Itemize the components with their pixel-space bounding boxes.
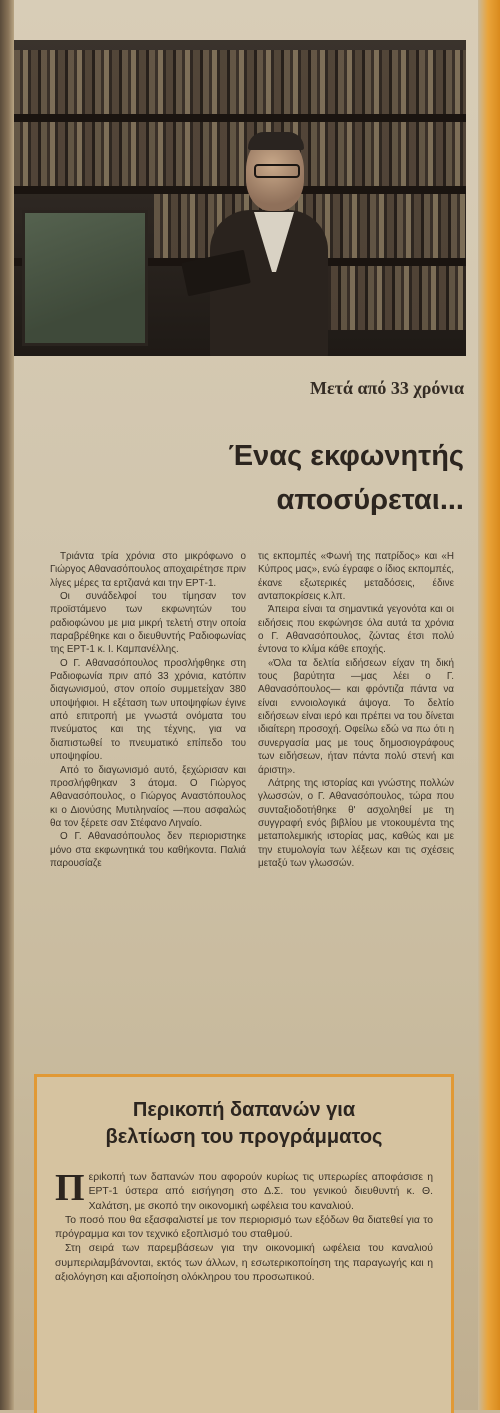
paragraph: «Όλα τα δελτία ειδήσεων είχαν τη δική τους βαρύτητα —μας λέει ο Γ. Αθανασόπουλος— και φρόντιζα πάντα να είναι εννοιολογικά άψογα. Το δελτίο ειδήσεων είναι ιερό και πρέπει να του δίνεται ιδιαίτερη προσοχή. Οφείλω εδώ να πω ότι η συνεργασία μας με τους δημοσιογράφους των ειδήσεων, ήταν πάντα πολύ στενή και άριστη». [258, 657, 454, 776]
paragraph: Ο Γ. Αθανασόπουλος δεν περιοριστηκε μόνο στα εκφωνητικά του καθήκοντα. Παλιά παρουσίαζε [50, 831, 246, 869]
orange-page-edge [478, 0, 500, 1410]
paragraph: Τριάντα τρία χρόνια στο μικρόφωνο ο Γιώργος Αθανασόπουλος αποχαιρέτησε πριν λίγες μέρες τα ερτζιανά και την ΕΡΤ-1. [50, 551, 246, 589]
paragraph: Οι συνάδελφοί του τίμησαν τον προϊστάμενο των εκφωνητών του ραδιοφώνου με μια μικρή τελετή στην οποία παραβρέθηκε και ο διευθυντής Ραδιοφωνίας της ΕΡΤ-1 κ. Ι. Καμπανέλλης. [50, 591, 246, 656]
paragraph: Το ποσό που θα εξασφαλιστεί με τον περιορισμό των εξόδων θα διατεθεί για το πρόγραμμα και τον τεχνικό εξοπλισμό του σταθμού. [55, 1214, 433, 1241]
article-headline: Ένας εκφωνητής αποσύρεται... [228, 440, 464, 516]
magazine-page [14, 0, 478, 1410]
article-photo [14, 40, 466, 356]
box-body [55, 1171, 433, 1391]
box-title: Περικοπή δαπανών για βελτίωση του προγράμματος [105, 1099, 383, 1148]
paragraph: Στη σειρά των παρεμβάσεων για την οικονομική ωφέλεια του καναλιού συμπεριλαμβάνονται, εκτός των άλλων, η εσωτερικοποίηση της παραγωγής και η αξιολόγηση και αξιοποίηση ολόκληρου του προσωπικού. [55, 1243, 433, 1284]
paragraph: Άπειρα είναι τα σημαντικά γεγονότα και οι ειδήσεις που εκφώνησε όλα αυτά τα χρόνια ο Γ. Αθανασόπουλος, ζώντας έτσι πολύ έντονα το κλίμα κάθε εποχής. [258, 604, 454, 656]
sidebar-box [34, 1074, 454, 1413]
paragraph: Περιkoπή των δαπανών που αφορούν κυρίως τις υπερωρίες αποφάσισε η ΕΡΤ-1 ύστερα από εισήγηση στο Δ.Σ. του γενικού διευθυντή κ. Θ. Χαλάτση, με σκοπό την οικονομική ωφέλεια του καναλιού. [55, 1171, 433, 1212]
paragraph: τις εκπομπές «Φωνή της πατρίδος» και «Η Κύπρος μας», ενώ έγραφε ο ίδιος εκπομπές, έκανε εξωτερικές μεταδόσεις, έδινε ανταποκρίσεις κ.λπ. [258, 551, 454, 603]
paragraph: Λάτρης της ιστορίας και γνώστης πολλών γλωσσών, ο Γ. Αθανασόπουλος, τώρα που συνταξιοδοτήθηκε θ' ασχοληθεί με τη συγγραφή ενός βιβλίου με ντοκουμέντα της μεταπολεμικής ιστορίας μας, καθώς και με την ετυμολογία των λέξεων και τις σχέσεις μεταξύ των γλωσσών. [258, 777, 454, 869]
article-column-right [258, 550, 454, 1070]
chalkboard [22, 210, 148, 346]
article-body [50, 550, 454, 1070]
paragraph: Από το διαγωνισμό αυτό, ξεχώρισαν και προσλήφθηκαν 3 άτομα. Ο Γιώργος Αθανασόπουλος, ο Γιώργος Αναστόπουλος κι ο Διονύσης Μυτιληναίος —που ασφαλώς θα τον ξέρετε σαν Στέφανο Ληναίο. [50, 764, 246, 829]
drop-cap: Π [55, 1171, 85, 1209]
page-gutter-shadow [0, 0, 14, 1410]
article-kicker: Μετά από 33 χρόνια [309, 378, 464, 398]
paragraph: Ο Γ. Αθανασόπουλος προσλήφθηκε στη Ραδιοφωνία πριν από 33 χρόνια, κατόπιν διαγωνισμού, στον οποίο συμμετείχαν 380 υποψήφιοι. Η εξέταση των υποψηφίων έγινε από επιτροπή με γνωστά ονόματα του πνεύματος και της τέχνης, για να διαπιστωθεί το πνευματικό επίπεδο του υποψηφίου. [50, 657, 246, 763]
article-column-left [50, 550, 246, 1070]
